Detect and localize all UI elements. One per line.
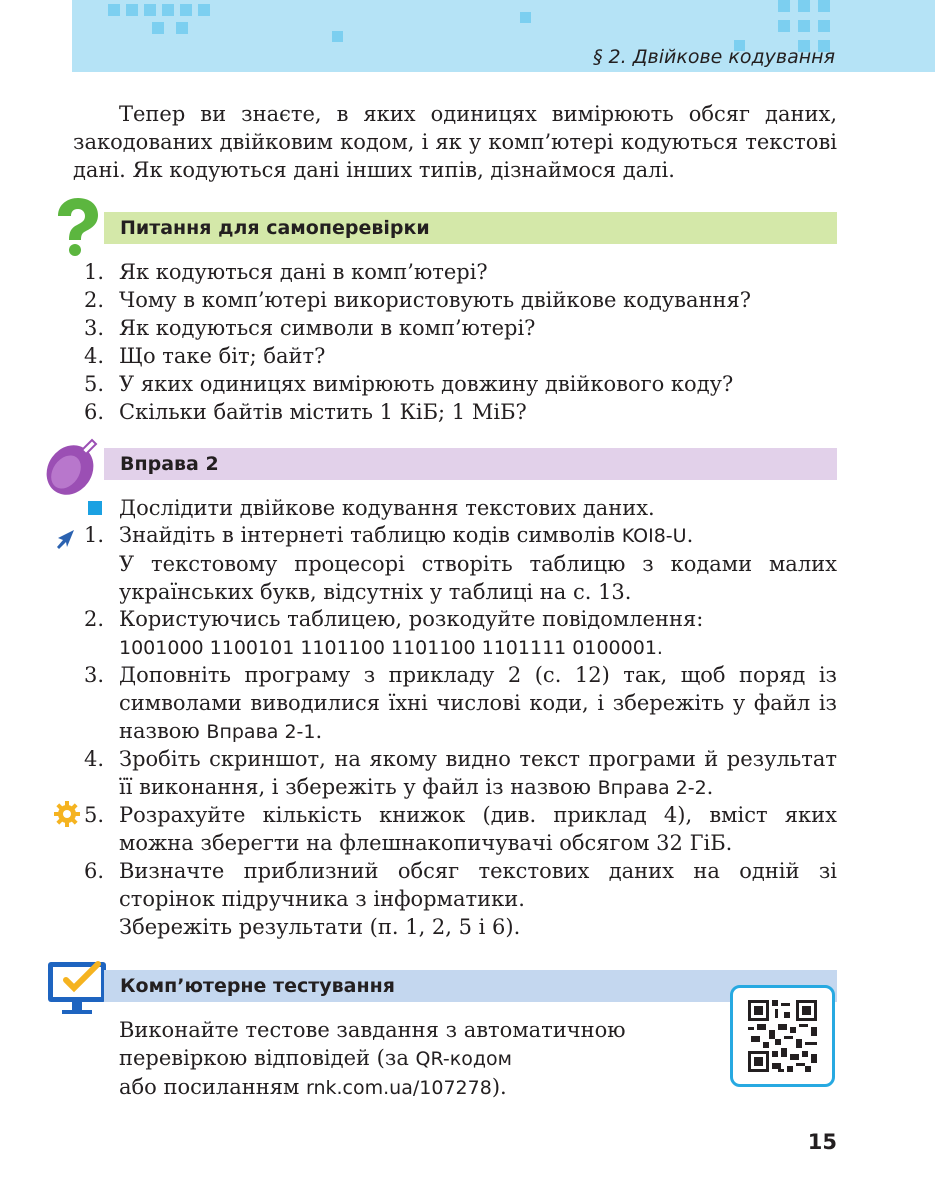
gear-icon [53,800,81,828]
item-number: 4. [84,747,105,771]
item-text: Що таке біт; байт? [119,344,326,368]
item-text [119,857,837,941]
list-item [84,745,837,801]
qr-code-icon[interactable] [730,985,835,1087]
item-text: У яких одиницях вимірюють довжину двійкового коду? [119,372,734,396]
encoding-name: KOI8-U [621,525,687,547]
testing-title: Комп’ютерне тестування [120,975,395,997]
qr-code-reference: QR-кодом [415,1048,512,1070]
exercise-goal: Дослідити двійкове кодування текстових даних. [119,496,655,520]
decor-square [108,4,120,16]
item-number: 2. [84,288,105,312]
item-text-part: Доповніть програму з прикладу 2 (с. 12) так, щоб поряд із символами виводилися їхні числові коди, і збережіть у файл із назвою [119,663,837,743]
decor-square [818,20,830,32]
item-text-part: Збережіть результати (п. 1, 2, 5 і 6). [119,915,521,939]
intro-paragraph: Тепер ви знаєте, в яких одиницях вимірюють обсяг даних, закодованих двійковим кодом, і як у комп’ютері кодуються текстові дані. Як кодуються дані інших типів, дізнаймося далі. [73,102,837,182]
decor-square [798,20,810,32]
item-text-part: . [686,523,694,547]
item-text [119,521,837,606]
item-number: 1. [84,523,105,547]
exercise-bar [104,448,837,480]
list-item [84,521,837,605]
testing-line: перевіркою відповідей (за [119,1046,416,1070]
item-text: Розрахуйте кількість книжок (див. приклад 4), вміст яких можна зберегти на флешнакопичувачі обсягом 32 ГіБ. [119,803,837,855]
item-number: 3. [84,663,105,687]
item-number: 3. [84,316,105,340]
self-check-title: Питання для самоперевірки [120,217,430,239]
exercise-title: Вправа 2 [120,453,219,475]
testing-line: Виконайте тестове завдання з автоматичною [119,1018,626,1042]
pointer-arrow-icon [54,528,76,550]
item-number: 5. [84,803,105,827]
file-name: Вправа 2-1 [206,721,316,743]
monitor-check-icon [46,960,110,1016]
item-text-part: Визначте приблизний обсяг текстових даних на одній зі сторінок підручника з інформатики. [119,859,837,911]
item-text [119,605,837,662]
item-text-part: . [706,775,714,799]
decor-square [778,0,790,12]
item-text: Як кодуються символи в комп’ютері? [119,316,536,340]
list-item [84,857,837,941]
decor-square [198,4,210,16]
goal-bullet [88,501,102,515]
decor-square [332,31,343,42]
decor-square [798,0,810,12]
testing-line: ). [491,1075,507,1099]
item-number: 6. [84,400,105,424]
item-text: Як кодуються дані в комп’ютері? [119,260,488,284]
item-text [119,661,837,746]
item-number: 5. [84,372,105,396]
testing-line: або посиланням [119,1075,306,1099]
decor-square [126,4,138,16]
testing-text [119,1016,719,1102]
decor-square [180,4,192,16]
item-text-part: . [315,719,323,743]
decor-square [520,12,531,23]
item-number: 2. [84,607,105,631]
list-item [84,801,837,857]
item-text: Чому в комп’ютері використовують двійкове кодування? [119,288,751,312]
list-item [84,605,837,661]
test-link[interactable]: rnk.com.ua/107278 [306,1077,492,1099]
self-check-bar [104,212,837,244]
decor-square [152,22,164,34]
item-text-part: Користуючись таблицею, розкодуйте повідомлення: [119,607,704,631]
list-item [84,661,837,745]
file-name: Вправа 2-2 [597,777,707,799]
item-number: 4. [84,344,105,368]
decor-square [176,22,188,34]
question-mark-icon [52,198,102,256]
page-header [72,0,935,72]
decor-square [144,4,156,16]
item-number: 1. [84,260,105,284]
item-text: Скільки байтів містить 1 КіБ; 1 МіБ? [119,400,527,424]
decor-square [818,0,830,12]
item-number: 6. [84,859,105,883]
item-text-part: У текстовому процесорі створіть таблицю з кодами малих українських букв, відсутніх у таблиці на с. 13. [119,552,837,604]
mouse-icon [44,436,102,498]
item-text [119,745,837,802]
testing-bar [104,970,837,1002]
item-text-part: Знайдіть в інтернеті таблицю кодів символів [119,523,622,547]
binary-message: 1001000 1100101 1101100 1101100 1101111 0100001. [119,637,663,659]
decor-square [162,4,174,16]
section-title: § 2. Двійкове кодування [593,46,835,68]
item-text-part: Зробіть скриншот, на якому видно текст програми й результат її виконання, і збережіть у файл із назвою [119,747,837,799]
decor-square [778,20,790,32]
page-number: 15 [807,1130,837,1154]
